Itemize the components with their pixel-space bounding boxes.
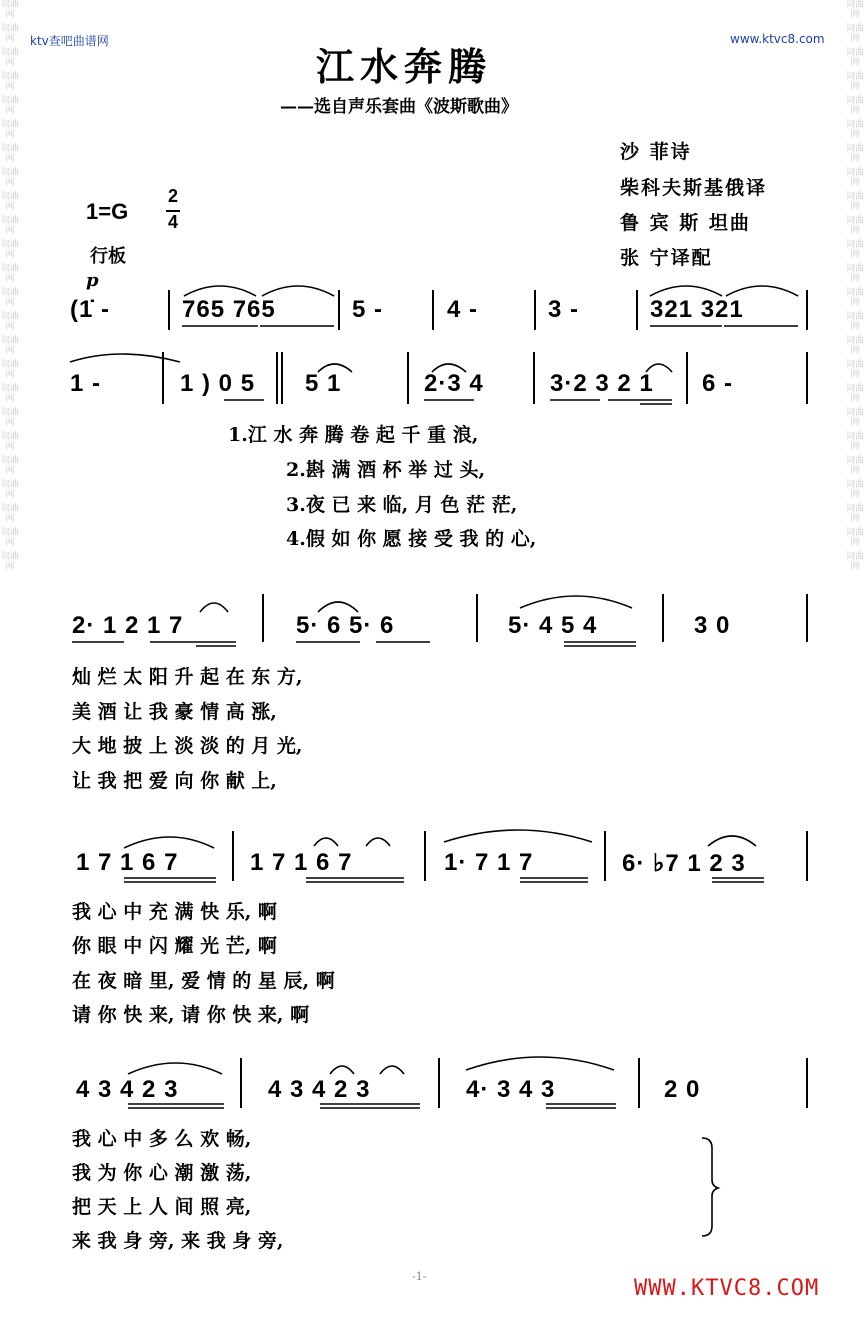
credit-composer: 鲁 宾 斯 坦曲 (620, 212, 751, 234)
song-subtitle: ——选自声乐套曲《波斯歌曲》 (280, 97, 518, 117)
tie (70, 354, 180, 362)
measure-11: 3·2 3 2 1 (550, 370, 654, 397)
measure-23: 4· 3 4 3 (466, 1076, 556, 1103)
lyric-verse-4: 来 我 身 旁, 来 我 身 旁, (72, 1230, 284, 1252)
slur (124, 837, 214, 848)
measure-13: 2· 1 2 1 7 (72, 612, 184, 639)
time-sig-bottom: 4 (168, 212, 179, 232)
measure-4: 4 - (447, 296, 479, 323)
slur (200, 603, 228, 612)
lyric-verse-3: 大 地 披 上 淡 淡 的 月 光, (72, 735, 303, 757)
slur (318, 602, 358, 612)
dynamic-marking: p (86, 270, 99, 291)
slur (330, 1066, 354, 1074)
measure-17: 1 7 1 6 7 (76, 849, 179, 876)
lyric-verse-4: 让 我 把 爱 向 你 献 上, (72, 770, 277, 792)
tempo-marking: 行板 (90, 246, 126, 267)
measure-14: 5· 6 5· 6 (296, 612, 395, 639)
lyric-verse-2: 我 为 你 心 潮 激 荡, (72, 1162, 252, 1184)
credit-poet: 沙 菲诗 (620, 141, 692, 163)
page-number: -1- (412, 1270, 427, 1283)
measure-18: 1 7 1 6 7 (250, 849, 353, 876)
credit-arranger: 张 宁译配 (620, 247, 713, 269)
lyric-verse-1: 我 心 中 充 满 快 乐, 啊 (72, 901, 277, 923)
measure-22: 4 3 4 2 3 (268, 1076, 371, 1103)
brace (702, 1138, 718, 1236)
lyric-verse-1: 我 心 中 多 么 欢 畅, (72, 1128, 252, 1150)
lyric-verse-3: 3.夜 已 来 临, 月 色 茫 茫, (286, 494, 518, 516)
slur (708, 836, 756, 846)
measure-2: 765 765 (182, 296, 276, 323)
slur (380, 1066, 404, 1074)
lyric-verse-2: 美 酒 让 我 豪 情 高 涨, (72, 701, 277, 723)
measure-20: 6· ♭7 1 2 3 (622, 850, 746, 877)
lyric-verse-2: 你 眼 中 闪 耀 光 芒, 啊 (72, 935, 277, 957)
measure-5: 3 - (548, 296, 580, 323)
time-sig-top: 2 (168, 186, 179, 206)
slur (128, 1063, 222, 1074)
measure-8: 1 ) 0 5 (180, 370, 256, 397)
header-site-right[interactable]: www.ktvc8.com (730, 32, 825, 46)
credit-translator: 柴科夫斯基俄译 (620, 177, 768, 199)
lyric-verse-1: 1.江 水 奔 腾 卷 起 千 重 浪, (228, 424, 479, 446)
lyric-verse-2: 2.斟 满 酒 杯 举 过 头, (286, 459, 486, 481)
header-site-left[interactable]: ktv查吧曲谱网 (30, 34, 109, 48)
footer-site-logo[interactable]: WWW.KTVC8.COM (634, 1276, 820, 1301)
measure-24: 2 0 (664, 1076, 701, 1103)
slur (432, 364, 466, 372)
measure-7: 1 - (70, 370, 102, 397)
measure-19: 1· 7 1 7 (444, 849, 534, 876)
slur (520, 596, 632, 608)
measure-1: (1̇ - (70, 296, 110, 323)
measure-16: 3 0 (694, 612, 731, 639)
measure-10: 2·3 4 (424, 370, 484, 397)
slur (466, 1057, 614, 1070)
measure-3: 5 - (352, 296, 384, 323)
slur (650, 286, 722, 296)
slur (444, 830, 592, 842)
key-signature: 1=G (86, 199, 129, 224)
measure-9: 5 1 (305, 370, 342, 397)
left-watermark: 词曲网 词曲网 词曲网 词曲网 词曲网 词曲网 词曲网 词曲网 词曲网 词曲网 词曲网 词曲网 词曲网 词曲网 词曲网 词曲网 词曲网 词曲网 词曲网 词曲网 词曲网 词曲网 词曲网 词曲网 (0, 0, 19, 572)
measure-12: 6 - (702, 370, 734, 397)
slur (366, 838, 390, 846)
lyric-verse-4: 请 你 快 来, 请 你 快 来, 啊 (72, 1004, 310, 1026)
measure-21: 4 3 4 2 3 (76, 1076, 179, 1103)
measure-6: 321 321 (650, 296, 744, 323)
slur (184, 286, 256, 296)
slur (646, 364, 672, 372)
slur (262, 286, 334, 296)
lyric-verse-1: 灿 烂 太 阳 升 起 在 东 方, (72, 666, 303, 688)
slur (318, 364, 352, 372)
right-watermark: 词曲网 词曲网 词曲网 词曲网 词曲网 词曲网 词曲网 词曲网 词曲网 词曲网 词曲网 词曲网 词曲网 词曲网 词曲网 词曲网 词曲网 词曲网 词曲网 词曲网 词曲网 词曲网 词曲网 词曲网 (845, 0, 864, 572)
lyric-verse-3: 把 天 上 人 间 照 亮, (72, 1196, 252, 1218)
lyric-verse-3: 在 夜 暗 里, 爱 情 的 星 辰, 啊 (72, 970, 335, 992)
lyric-verse-4: 4.假 如 你 愿 接 受 我 的 心, (286, 528, 537, 550)
slur (314, 838, 338, 846)
song-title: 江水奔腾 (316, 44, 493, 89)
measure-15: 5· 4 5 4 (508, 612, 598, 639)
slur (726, 286, 798, 296)
